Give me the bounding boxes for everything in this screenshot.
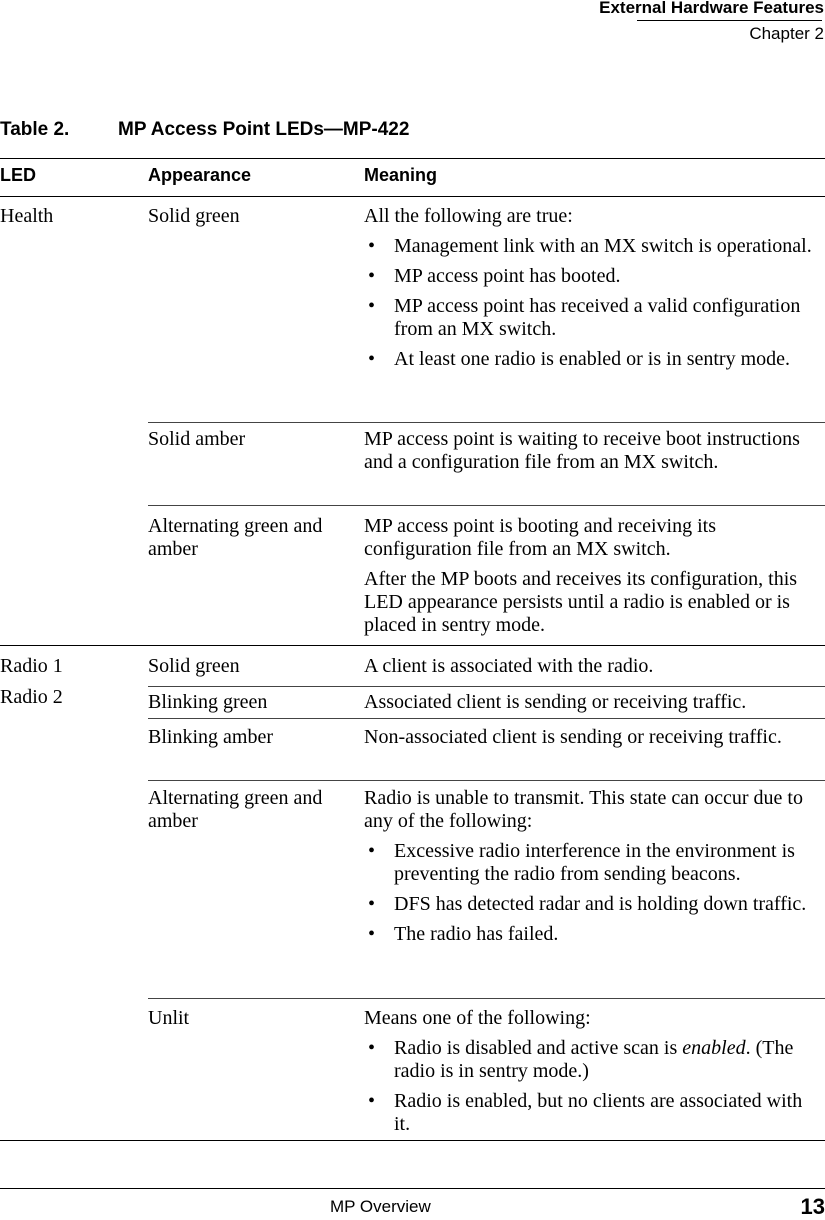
led-radio-2: Radio 2 [0,686,63,708]
row-divider [148,780,825,781]
list-item: • MP access point has booted. [364,265,814,288]
footer-rule [0,1188,825,1189]
list-item: • Management link with an MX switch is operational. [364,235,814,258]
meaning-intro: All the following are true: [364,205,573,227]
appearance-cell: Unlit [148,1007,190,1029]
led-radio-1: Radio 1 [0,655,63,677]
list-item: • Radio is enabled, but no clients are associated with it. [364,1090,819,1136]
list-item: • Excessive radio interference in the environment is preventing the radio from sending beacons. [364,840,814,886]
row-divider [148,505,825,506]
table-top-rule [0,158,825,159]
table-caption [0,119,409,141]
meaning-text: After the MP boots and receives its configuration, this LED appearance persists until a radio is enabled or is placed in sentry mode. [364,568,798,636]
appearance-cell: Alternating green and amber [148,515,323,560]
list-item: • DFS has detected radar and is holding down traffic. [364,893,814,916]
led-health: Health [0,205,54,227]
list-item: • The radio has failed. [364,923,814,946]
meaning-text: MP access point is waiting to receive boot instructions and a configuration file from an MX switch. [364,428,800,473]
footer-section-title: MP Overview [330,1197,431,1216]
list-item [364,1037,819,1083]
bullet-list [364,1037,819,1136]
bullet-emphasis: enabled [682,1037,746,1059]
list-item: • MP access point has received a valid configuration from an MX switch. [364,295,814,341]
appearance-cell: Blinking green [148,691,268,713]
header-rule [637,20,822,21]
bullet-text: Radio is disabled and active scan is [394,1037,683,1059]
meaning-cell [364,428,819,481]
meaning-cell: Associated client is sending or receiving traffic. [364,691,747,713]
meaning-intro: Means one of the following: [364,1007,591,1029]
table-number: Table 2. [0,119,70,140]
column-header-meaning: Meaning [364,165,438,185]
page-number: 13 [800,1194,825,1219]
running-header-chapter: Chapter 2 [749,24,824,43]
meaning-cell [364,787,814,953]
list-item: • At least one radio is enabled or is in sentry mode. [364,348,814,371]
column-header-appearance: Appearance [148,165,252,185]
row-divider [148,998,825,999]
bullet-list [364,840,814,946]
meaning-cell: Non-associated client is sending or receiving traffic. [364,726,782,748]
appearance-cell: Solid green [148,205,240,227]
meaning-cell [364,1007,819,1143]
meaning-cell [364,515,819,644]
row-divider [148,686,825,687]
appearance-cell: Alternating green and amber [148,787,323,832]
appearance-cell: Blinking amber [148,726,273,748]
led-radio [0,655,140,709]
row-divider [148,422,825,423]
meaning-text: MP access point is booting and receiving its configuration file from an MX switch. [364,515,716,560]
bullet-text: . (The radio is in sentry mode.) [394,1037,794,1082]
group-divider [0,645,825,646]
row-divider [148,718,825,719]
meaning-cell [364,205,814,378]
meaning-cell: A client is associated with the radio. [364,655,654,677]
meaning-intro: Radio is unable to transmit. This state can occur due to any of the following: [364,787,803,832]
table-title: MP Access Point LEDs—MP-422 [118,119,410,140]
bullet-list [364,235,814,371]
appearance-cell: Solid amber [148,428,246,450]
running-header-title: External Hardware Features [599,0,824,17]
appearance-cell: Solid green [148,655,240,677]
column-header-led: LED [0,165,36,185]
table-header-rule [0,196,825,197]
